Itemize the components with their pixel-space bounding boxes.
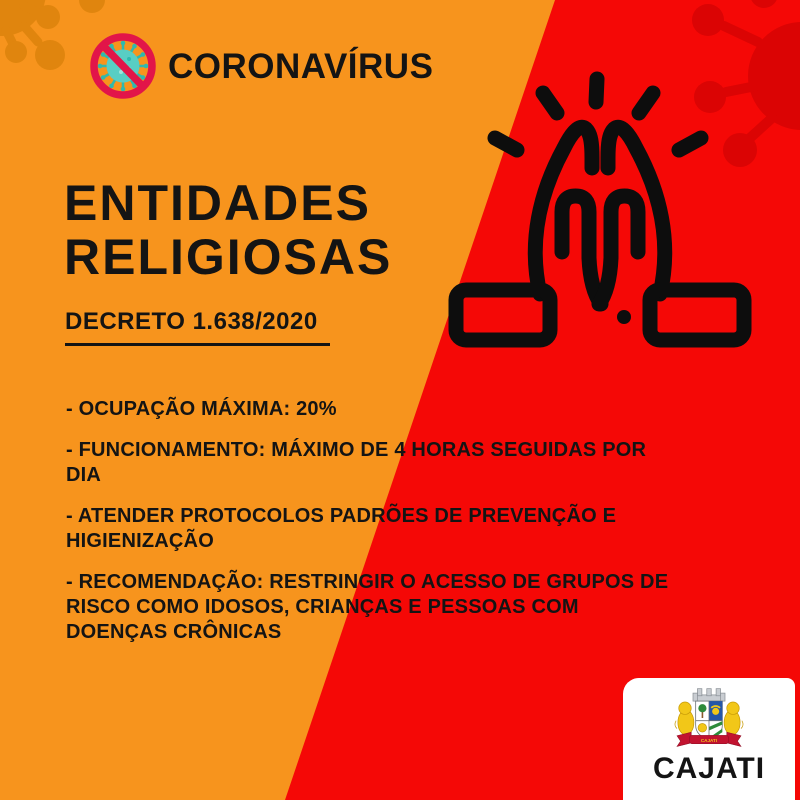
page-title-line2: RELIGIOSAS	[64, 229, 393, 285]
rule-line: DOENÇAS CRÔNICAS	[66, 621, 282, 643]
header	[88, 31, 434, 101]
rule-line: DIA	[66, 464, 102, 486]
city-name: CAJATI	[652, 752, 766, 785]
rule-line: - RECOMENDAÇÃO: RESTRINGIR O ACESSO DE GRUPOS DE	[66, 571, 669, 593]
brand-title: CORONAVÍRUS	[168, 47, 434, 86]
rule-line: - FUNCIONAMENTO: MÁXIMO DE 4 HORAS SEGUIDAS POR	[66, 439, 647, 461]
city-card	[623, 678, 795, 800]
cajati-coat-of-arms	[664, 686, 754, 750]
rules-list	[66, 397, 668, 661]
rule-line: HIGIENIZAÇÃO	[66, 530, 214, 552]
page-title-line1: ENTIDADES	[64, 175, 371, 231]
rule-line: - ATENDER PROTOCOLOS PADRÕES DE PREVENÇÃO E	[66, 505, 617, 527]
rule-hours	[66, 438, 668, 488]
decree-label: DECRETO 1.638/2020	[65, 308, 330, 346]
rule-risk-groups	[66, 570, 668, 645]
page-title	[64, 176, 392, 284]
no-virus-prohibition-icon	[88, 31, 158, 101]
rule-line: RISCO COMO IDOSOS, CRIANÇAS E PESSOAS COM	[66, 596, 579, 618]
rule-line: - OCUPAÇÃO MÁXIMA: 20%	[66, 398, 337, 420]
ribbon-label: CAJATI	[700, 737, 718, 743]
rule-occupancy	[66, 397, 668, 422]
praying-hands-icon	[440, 70, 760, 360]
rule-protocols	[66, 504, 668, 554]
